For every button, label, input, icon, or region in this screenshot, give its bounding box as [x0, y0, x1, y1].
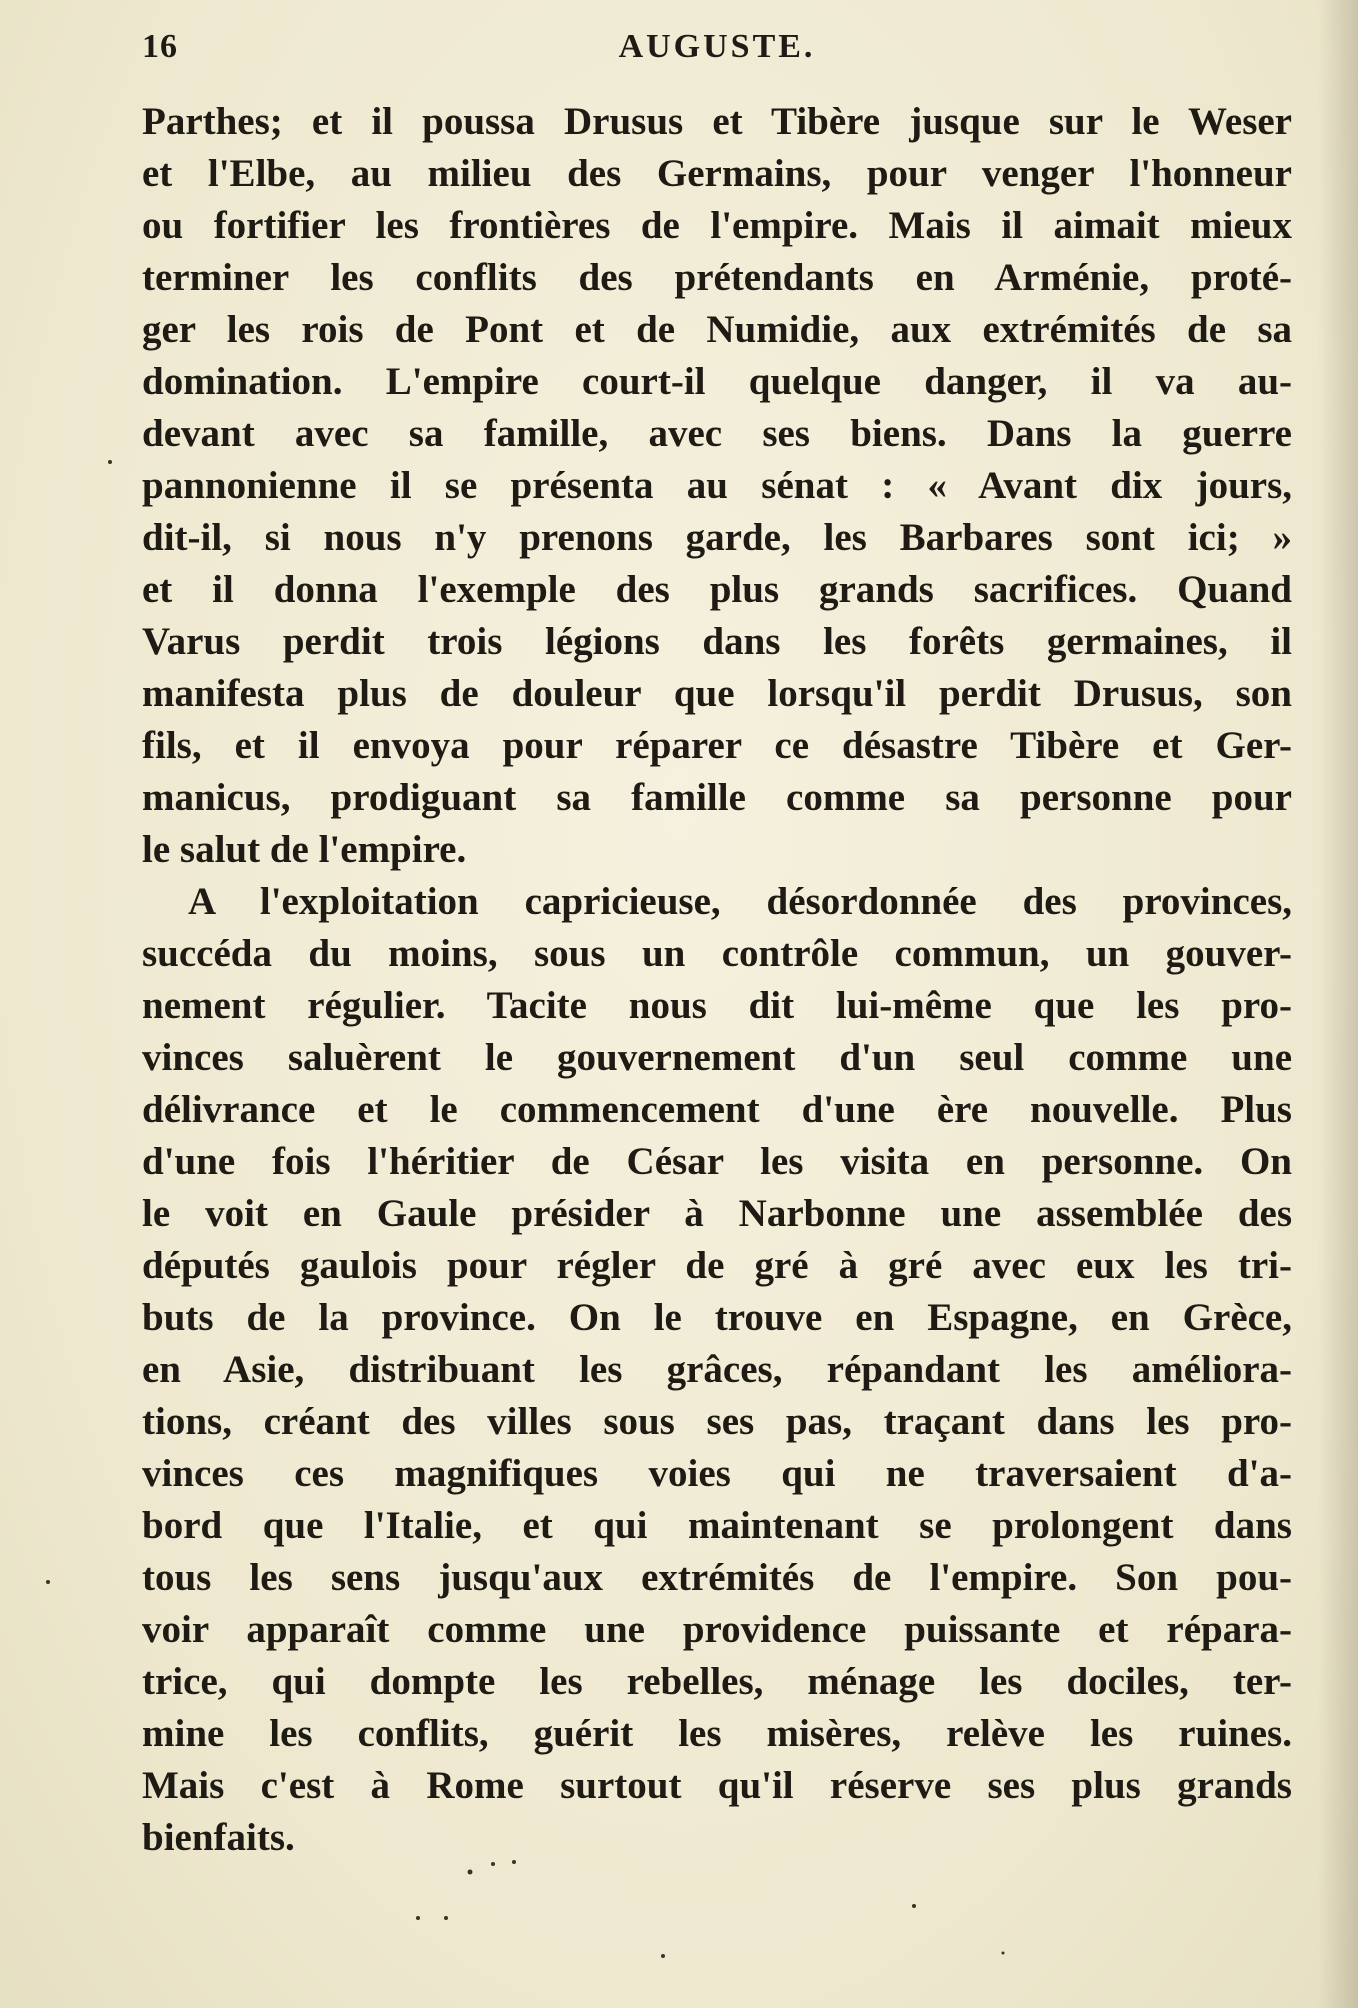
text-line: ou fortifier les frontières de l'empire. Mais il aimait mieux: [142, 204, 1292, 247]
text-line: vinces saluèrent le gouvernement d'un seul comme une: [142, 1036, 1292, 1079]
text-line: buts de la province. On le trouve en Espagne, en Grèce,: [142, 1296, 1292, 1339]
text-line: manicus, prodiguant sa famille comme sa personne pour: [142, 776, 1292, 819]
text-line: vinces ces magnifiques voies qui ne traversaient d'a-: [142, 1452, 1292, 1495]
text-line: et l'Elbe, au milieu des Germains, pour venger l'honneur: [142, 152, 1292, 195]
text-line: d'une fois l'héritier de César les visita en personne. On: [142, 1140, 1292, 1183]
paragraph-2: [142, 876, 1292, 1864]
text-line: et il donna l'exemple des plus grands sacrifices. Quand: [142, 568, 1292, 611]
text-line: ger les rois de Pont et de Numidie, aux extrémités de sa: [142, 308, 1292, 351]
body-text: [142, 96, 1292, 1864]
text-line: délivrance et le commencement d'une ère nouvelle. Plus: [142, 1088, 1292, 1131]
text-line: succéda du moins, sous un contrôle commun, un gouver-: [142, 932, 1292, 975]
text-line: Parthes; et il poussa Drusus et Tibère jusque sur le Weser: [142, 100, 1292, 143]
text-line: terminer les conflits des prétendants en Arménie, proté-: [142, 256, 1292, 299]
running-title: AUGUSTE.: [618, 28, 816, 65]
text-line: le voit en Gaule présider à Narbonne une assemblée des: [142, 1192, 1292, 1235]
paragraph-1: [142, 96, 1292, 876]
text-line: en Asie, distribuant les grâces, répandant les améliora-: [142, 1348, 1292, 1391]
text-line: députés gaulois pour régler de gré à gré avec eux les tri-: [142, 1244, 1292, 1287]
text-line: Mais c'est à Rome surtout qu'il réserve ses plus grands: [142, 1764, 1292, 1807]
text-line: mine les conflits, guérit les misères, relève les ruines.: [142, 1712, 1292, 1755]
page-number: 16: [142, 28, 178, 65]
text-line: manifesta plus de douleur que lorsqu'il perdit Drusus, son: [142, 672, 1292, 715]
text-line: trice, qui dompte les rebelles, ménage les dociles, ter-: [142, 1660, 1292, 1703]
text-line: tions, créant des villes sous ses pas, traçant dans les pro-: [142, 1400, 1292, 1443]
text-line: domination. L'empire court-il quelque danger, il va au-: [142, 360, 1292, 403]
text-line: tous les sens jusqu'aux extrémités de l'empire. Son pou-: [142, 1556, 1292, 1599]
text-line: A l'exploitation capricieuse, désordonnée des provinces,: [188, 880, 1292, 923]
text-line: Varus perdit trois légions dans les forêts germaines, il: [142, 620, 1292, 663]
text-line: voir apparaît comme une providence puissante et répara-: [142, 1608, 1292, 1651]
text-line: dit-il, si nous n'y prenons garde, les Barbares sont ici; »: [142, 516, 1292, 559]
text-line: nement régulier. Tacite nous dit lui-même que les pro-: [142, 984, 1292, 1027]
page-edge-shadow: [1318, 0, 1358, 2008]
text-line: le salut de l'empire.: [142, 828, 467, 871]
text-line: pannonienne il se présenta au sénat : « Avant dix jours,: [142, 464, 1292, 507]
page-header: [142, 28, 1292, 78]
text-line: bienfaits.: [142, 1816, 295, 1859]
text-line: devant avec sa famille, avec ses biens. Dans la guerre: [142, 412, 1292, 455]
text-line: bord que l'Italie, et qui maintenant se prolongent dans: [142, 1504, 1292, 1547]
text-line: fils, et il envoya pour réparer ce désastre Tibère et Ger-: [142, 724, 1292, 767]
